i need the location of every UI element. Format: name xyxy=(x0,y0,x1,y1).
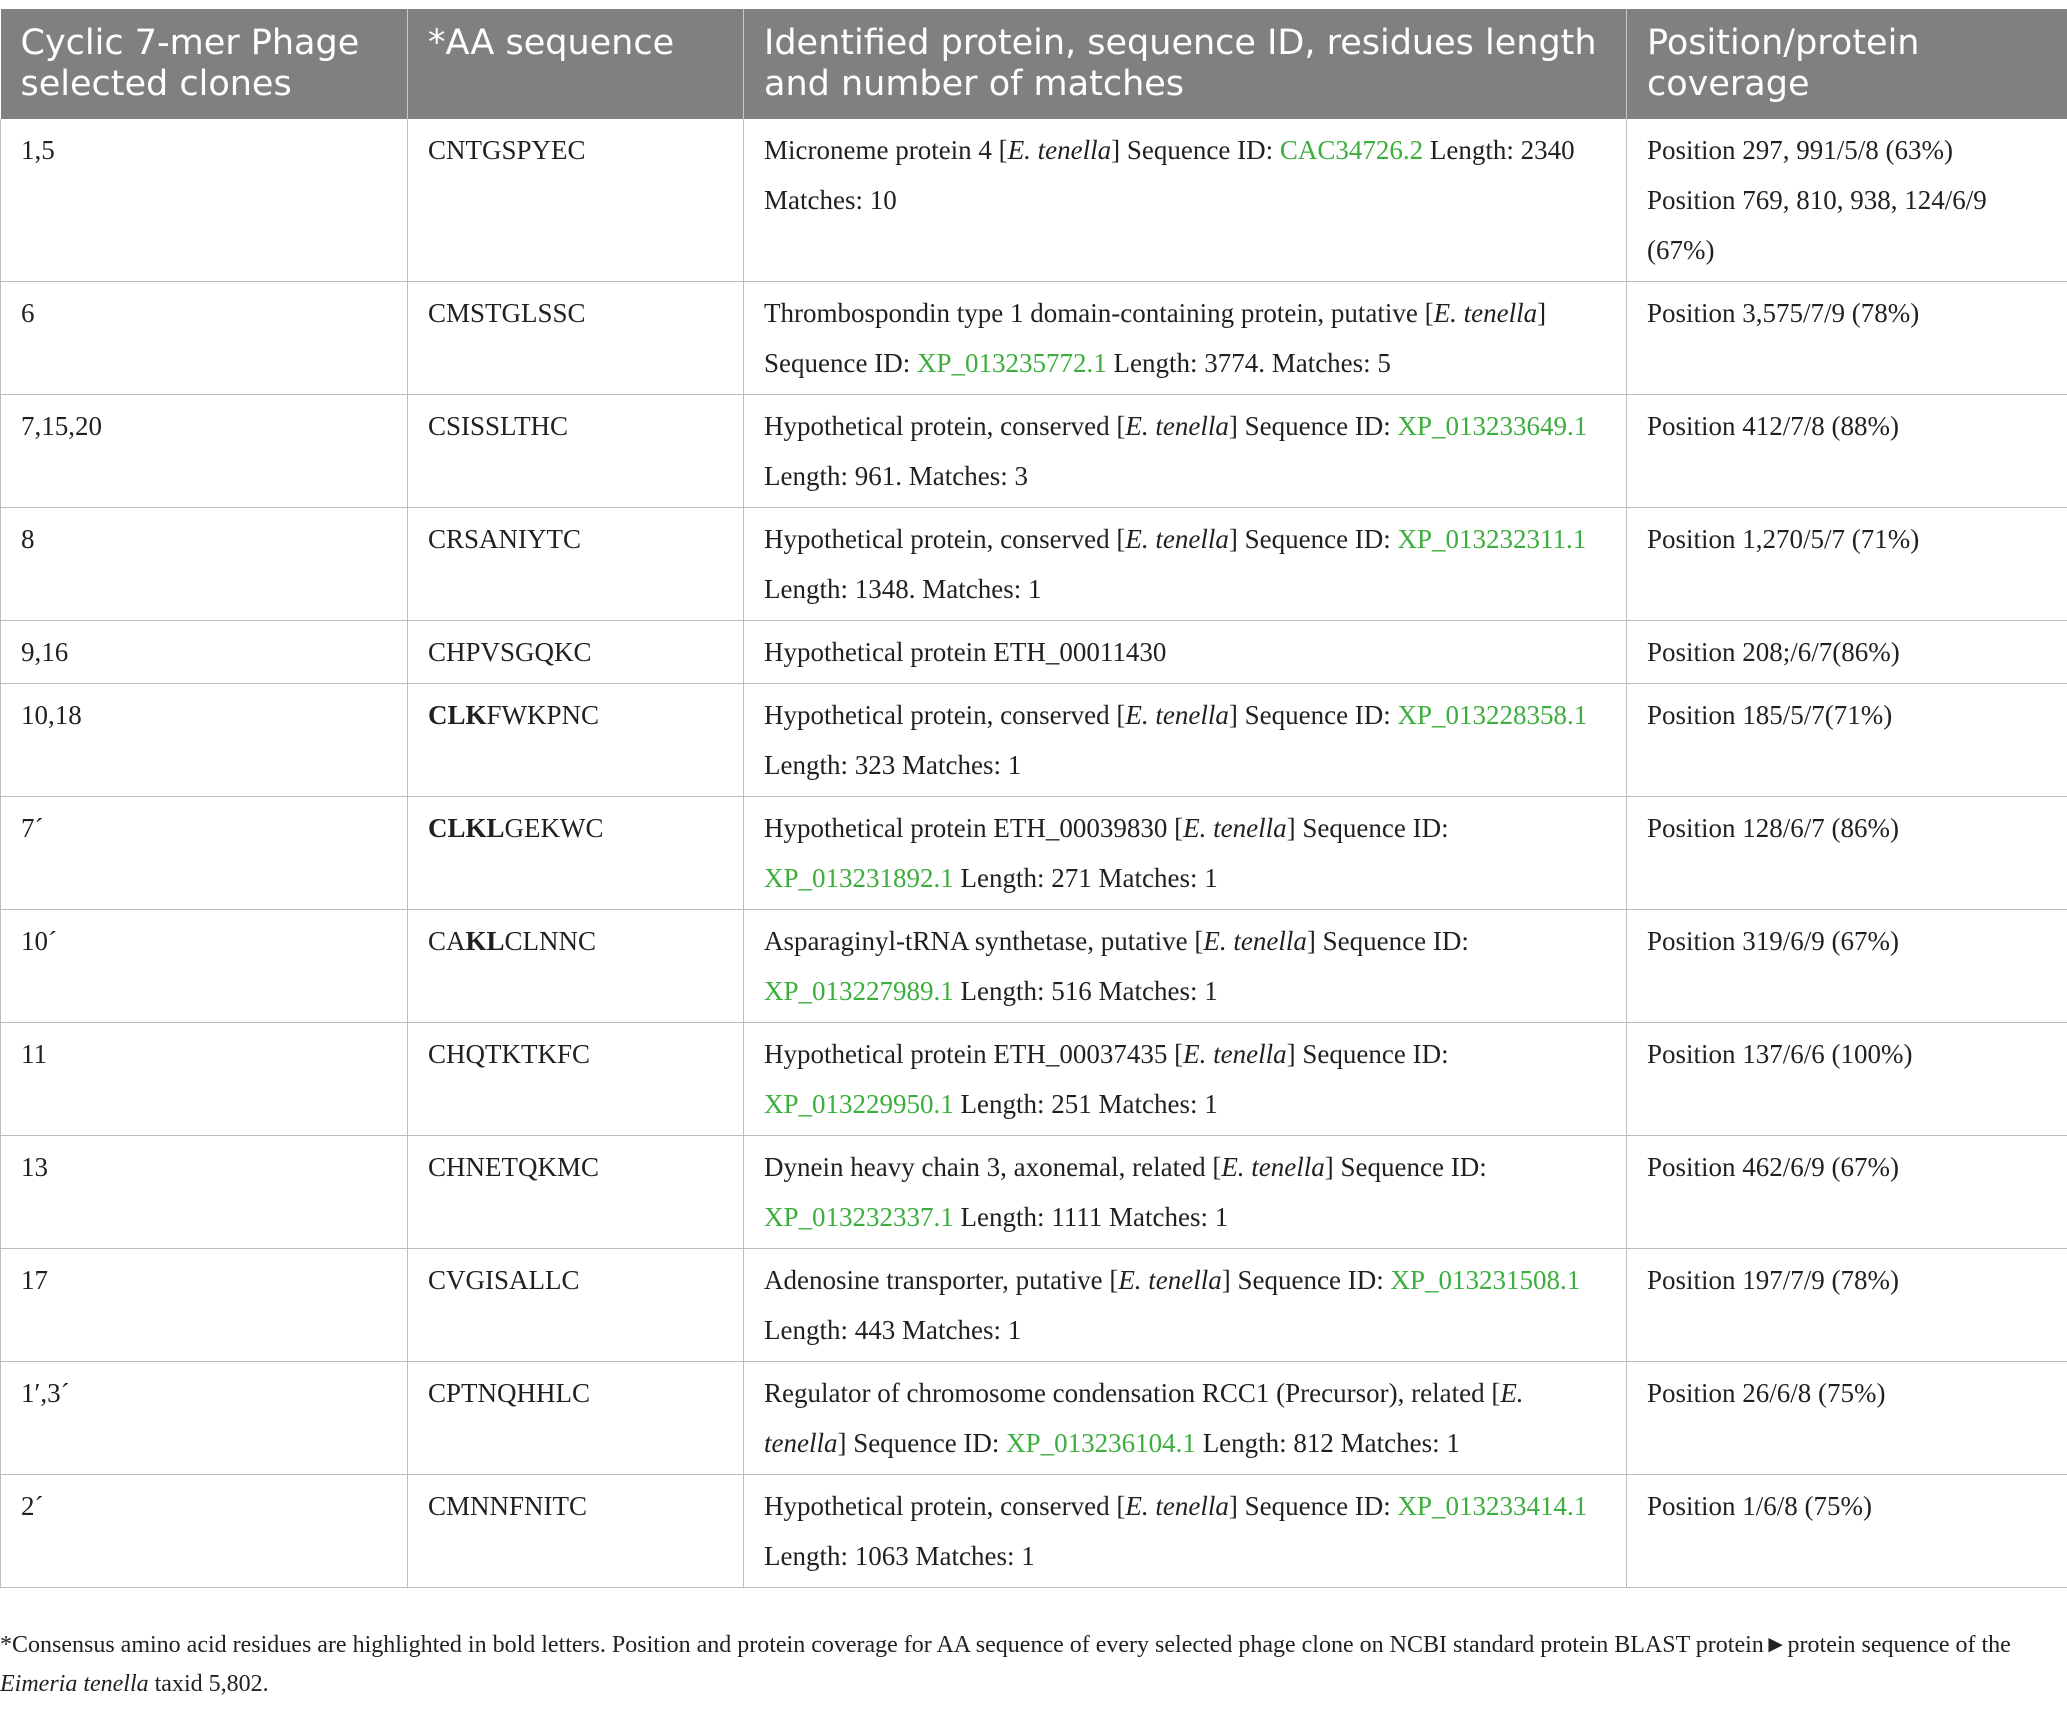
text-segment: CNTGSPYEC xyxy=(428,135,586,165)
position-line: Position 137/6/6 (100%) xyxy=(1647,1039,1913,1069)
protein-cell xyxy=(744,508,1627,621)
text-segment: CMSTGLSSC xyxy=(428,298,586,328)
sequence-id-link[interactable]: XP_013228358.1 xyxy=(1397,700,1588,730)
clone-cell: 11 xyxy=(1,1023,408,1136)
position-coverage-cell xyxy=(1627,1475,2067,1588)
clone-cell: 9,16 xyxy=(1,621,408,684)
species-name: E. tenella xyxy=(1183,1039,1287,1069)
sequence-id-link[interactable]: XP_013229950.1 xyxy=(764,1089,954,1119)
table-row xyxy=(1,508,2067,621)
aa-sequence-cell xyxy=(408,910,744,1023)
sequence-id-link[interactable]: XP_013231892.1 xyxy=(764,863,954,893)
table-header xyxy=(1,9,2067,119)
text-segment: ] Sequence ID: xyxy=(1228,700,1398,730)
clone-cell: 1′,3´ xyxy=(1,1362,408,1475)
text-segment: ] Sequence ID: xyxy=(764,298,1547,378)
position-line: Position 462/6/9 (67%) xyxy=(1647,1152,1900,1182)
species-name: E. tenella xyxy=(1183,813,1287,843)
position-line: Position 412/7/8 (88%) xyxy=(1647,411,1900,441)
text-segment: ] Sequence ID: xyxy=(1228,524,1398,554)
text-segment: CVGISALLC xyxy=(428,1265,580,1295)
position-line: Position 185/5/7(71%) xyxy=(1647,700,1893,730)
header-clones: Cyclic 7-mer Phage selected clones xyxy=(1,9,408,119)
sequence-id-link[interactable]: XP_013227989.1 xyxy=(764,976,954,1006)
table-row xyxy=(1,1362,2067,1475)
aa-sequence-cell xyxy=(408,1136,744,1249)
sequence-id-link[interactable]: XP_013232311.1 xyxy=(1397,524,1587,554)
table-row xyxy=(1,621,2067,684)
species-name: E. tenella xyxy=(1433,298,1538,328)
position-coverage-cell xyxy=(1627,282,2067,395)
sequence-id-link[interactable]: XP_013233649.1 xyxy=(1397,411,1588,441)
position-coverage-cell xyxy=(1627,621,2067,684)
protein-cell xyxy=(744,684,1627,797)
text-segment: ] Sequence ID: xyxy=(837,1428,1007,1458)
text-segment: Length: 1063 Matches: 1 xyxy=(764,1541,1035,1571)
sequence-id-link[interactable]: XP_013236104.1 xyxy=(1006,1428,1196,1458)
footnote-text xyxy=(0,1632,2011,1697)
clone-cell: 10,18 xyxy=(1,684,408,797)
table-row xyxy=(1,282,2067,395)
text-segment: FWKPNC xyxy=(486,700,600,730)
aa-sequence-cell xyxy=(408,282,744,395)
text-segment: taxid 5,802. xyxy=(148,1671,269,1697)
species-name: E. tenella xyxy=(1125,1491,1229,1521)
position-line: Position 208;/6/7(86%) xyxy=(1647,637,1900,667)
position-coverage-cell xyxy=(1627,684,2067,797)
results-table xyxy=(0,9,2067,1588)
text-segment: ] Sequence ID: xyxy=(1324,1152,1487,1182)
species-name: E. tenella xyxy=(1125,524,1229,554)
species-name: E. tenella xyxy=(1007,135,1112,165)
protein-cell xyxy=(744,910,1627,1023)
position-line: Position 26/6/8 (75%) xyxy=(1647,1378,1886,1408)
position-line: Position 197/7/9 (78%) xyxy=(1647,1265,1900,1295)
table-row xyxy=(1,119,2067,282)
position-line: Position 1/6/8 (75%) xyxy=(1647,1491,1873,1521)
text-segment: ] Sequence ID: xyxy=(1228,1491,1398,1521)
text-segment: CRSANIYTC xyxy=(428,524,582,554)
position-coverage-cell xyxy=(1627,1362,2067,1475)
clone-cell: 2´ xyxy=(1,1475,408,1588)
position-line: Position 319/6/9 (67%) xyxy=(1647,926,1900,956)
species-name: E. tenella xyxy=(764,1378,1524,1458)
text-segment: CHQTKTKFC xyxy=(428,1039,591,1069)
clone-cell: 10´ xyxy=(1,910,408,1023)
text-segment: *Consensus amino acid residues are highlighted in bold letters. Position and protein coverage for AA sequence of every selected phage clone on NCBI standard protein BLAST protein►protein sequence of the xyxy=(0,1632,2011,1658)
position-coverage-cell xyxy=(1627,119,2067,282)
protein-cell xyxy=(744,395,1627,508)
text-segment: Length: 323 Matches: 1 xyxy=(764,750,1022,780)
text-segment: CLNNC xyxy=(504,926,597,956)
table-row xyxy=(1,1023,2067,1136)
table-row xyxy=(1,1249,2067,1362)
aa-sequence-cell xyxy=(408,621,744,684)
text-segment: Hypothetical protein ETH_00011430 xyxy=(764,637,1167,667)
sequence-id-link[interactable]: XP_013232337.1 xyxy=(764,1202,954,1232)
text-segment: Hypothetical protein, conserved [ xyxy=(764,524,1126,554)
protein-cell xyxy=(744,1475,1627,1588)
aa-sequence-cell xyxy=(408,1249,744,1362)
aa-sequence-cell xyxy=(408,1475,744,1588)
text-segment: Length: 812 Matches: 1 xyxy=(1195,1428,1460,1458)
table-row xyxy=(1,1475,2067,1588)
table-row xyxy=(1,1136,2067,1249)
text-segment: Length: 2340 Matches: 10 xyxy=(764,135,1575,215)
text-segment: Length: 516 Matches: 1 xyxy=(953,976,1218,1006)
position-line: Position 128/6/7 (86%) xyxy=(1647,813,1900,843)
protein-cell xyxy=(744,282,1627,395)
position-coverage-cell xyxy=(1627,395,2067,508)
aa-sequence-cell xyxy=(408,684,744,797)
aa-sequence-cell xyxy=(408,797,744,910)
text-segment: CHNETQKMC xyxy=(428,1152,600,1182)
species-name: E. tenella xyxy=(1118,1265,1222,1295)
header-position-coverage: Position/protein coverage xyxy=(1627,9,2067,119)
text-segment: Microneme protein 4 [ xyxy=(764,135,1008,165)
protein-cell xyxy=(744,1362,1627,1475)
clone-cell: 1,5 xyxy=(1,119,408,282)
text-segment: CPTNQHHLC xyxy=(428,1378,591,1408)
text-segment: Hypothetical protein ETH_00037435 [ xyxy=(764,1039,1184,1069)
header-aa-sequence: *AA sequence xyxy=(408,9,744,119)
position-line: Position 3,575/7/9 (78%) xyxy=(1647,298,1920,328)
species-name: E. tenella xyxy=(1203,926,1307,956)
text-segment: Adenosine transporter, putative [ xyxy=(764,1265,1119,1295)
species-name: E. tenella xyxy=(1125,411,1229,441)
species-name: E. tenella xyxy=(1125,700,1229,730)
text-segment: ] Sequence ID: xyxy=(1286,1039,1449,1069)
text-segment: Length: 3774. Matches: 5 xyxy=(1106,348,1391,378)
protein-cell xyxy=(744,1023,1627,1136)
table-footnote xyxy=(0,1626,2067,1704)
text-segment: GEKWC xyxy=(504,813,604,843)
position-line: Position 769, 810, 938, 124/6/9 (67%) xyxy=(1647,185,1987,265)
table-row xyxy=(1,395,2067,508)
table-row xyxy=(1,797,2067,910)
table-row xyxy=(1,684,2067,797)
text-segment: Length: 251 Matches: 1 xyxy=(953,1089,1218,1119)
position-line: Position 1,270/5/7 (71%) xyxy=(1647,524,1920,554)
position-coverage-cell xyxy=(1627,797,2067,910)
consensus-residues: CLKL xyxy=(428,813,505,843)
clone-cell: 7,15,20 xyxy=(1,395,408,508)
text-segment: Length: 443 Matches: 1 xyxy=(764,1315,1022,1345)
position-coverage-cell xyxy=(1627,1249,2067,1362)
aa-sequence-cell xyxy=(408,508,744,621)
sequence-id-link[interactable]: CAC34726.2 xyxy=(1279,135,1424,165)
clone-cell: 17 xyxy=(1,1249,408,1362)
species-name: Eimeria tenella xyxy=(0,1671,149,1697)
text-segment: Hypothetical protein, conserved [ xyxy=(764,411,1126,441)
clone-cell: 8 xyxy=(1,508,408,621)
sequence-id-link[interactable]: XP_013233414.1 xyxy=(1397,1491,1588,1521)
protein-cell xyxy=(744,1249,1627,1362)
consensus-residues: CLK xyxy=(428,700,487,730)
text-segment: Hypothetical protein, conserved [ xyxy=(764,700,1126,730)
protein-cell xyxy=(744,797,1627,910)
text-segment: ] Sequence ID: xyxy=(1111,135,1280,165)
species-name: E. tenella xyxy=(1221,1152,1325,1182)
text-segment: CHPVSGQKC xyxy=(428,637,592,667)
protein-cell xyxy=(744,1136,1627,1249)
text-segment: ] Sequence ID: xyxy=(1221,1265,1391,1295)
text-segment: ] Sequence ID: xyxy=(1286,813,1449,843)
text-segment: ] Sequence ID: xyxy=(1306,926,1469,956)
header-row xyxy=(1,9,2067,119)
aa-sequence-cell xyxy=(408,395,744,508)
sequence-id-link[interactable]: XP_013231508.1 xyxy=(1390,1265,1581,1295)
position-line: Position 297, 991/5/8 (63%) xyxy=(1647,135,1954,165)
clone-cell: 13 xyxy=(1,1136,408,1249)
table-body xyxy=(1,119,2067,1588)
protein-cell xyxy=(744,621,1627,684)
clone-cell: 6 xyxy=(1,282,408,395)
text-segment: Length: 961. Matches: 3 xyxy=(764,461,1028,491)
position-coverage-cell xyxy=(1627,1136,2067,1249)
text-segment: Dynein heavy chain 3, axonemal, related [ xyxy=(764,1152,1222,1182)
text-segment: Regulator of chromosome condensation RCC1 (Precursor), related [ xyxy=(764,1378,1501,1408)
position-coverage-cell xyxy=(1627,910,2067,1023)
protein-cell xyxy=(744,119,1627,282)
text-segment: Length: 1348. Matches: 1 xyxy=(764,574,1042,604)
text-segment: CMNNFNITC xyxy=(428,1491,588,1521)
position-coverage-cell xyxy=(1627,508,2067,621)
text-segment: Hypothetical protein, conserved [ xyxy=(764,1491,1126,1521)
text-segment: ] Sequence ID: xyxy=(1228,411,1398,441)
clone-cell: 7´ xyxy=(1,797,408,910)
aa-sequence-cell xyxy=(408,1023,744,1136)
table-row xyxy=(1,910,2067,1023)
text-segment: Length: 271 Matches: 1 xyxy=(953,863,1218,893)
header-identified-protein: Identified protein, sequence ID, residues length and number of matches xyxy=(744,9,1627,119)
consensus-residues: KL xyxy=(465,926,505,956)
text-segment: Thrombospondin type 1 domain-containing protein, putative [ xyxy=(764,298,1434,328)
text-segment: CA xyxy=(428,926,466,956)
text-segment: CSISSLTHC xyxy=(428,411,569,441)
sequence-id-link[interactable]: XP_013235772.1 xyxy=(916,348,1107,378)
aa-sequence-cell xyxy=(408,119,744,282)
position-coverage-cell xyxy=(1627,1023,2067,1136)
text-segment: Hypothetical protein ETH_00039830 [ xyxy=(764,813,1184,843)
text-segment: Asparaginyl-tRNA synthetase, putative [ xyxy=(764,926,1204,956)
text-segment: Length: 1111 Matches: 1 xyxy=(953,1202,1229,1232)
aa-sequence-cell xyxy=(408,1362,744,1475)
